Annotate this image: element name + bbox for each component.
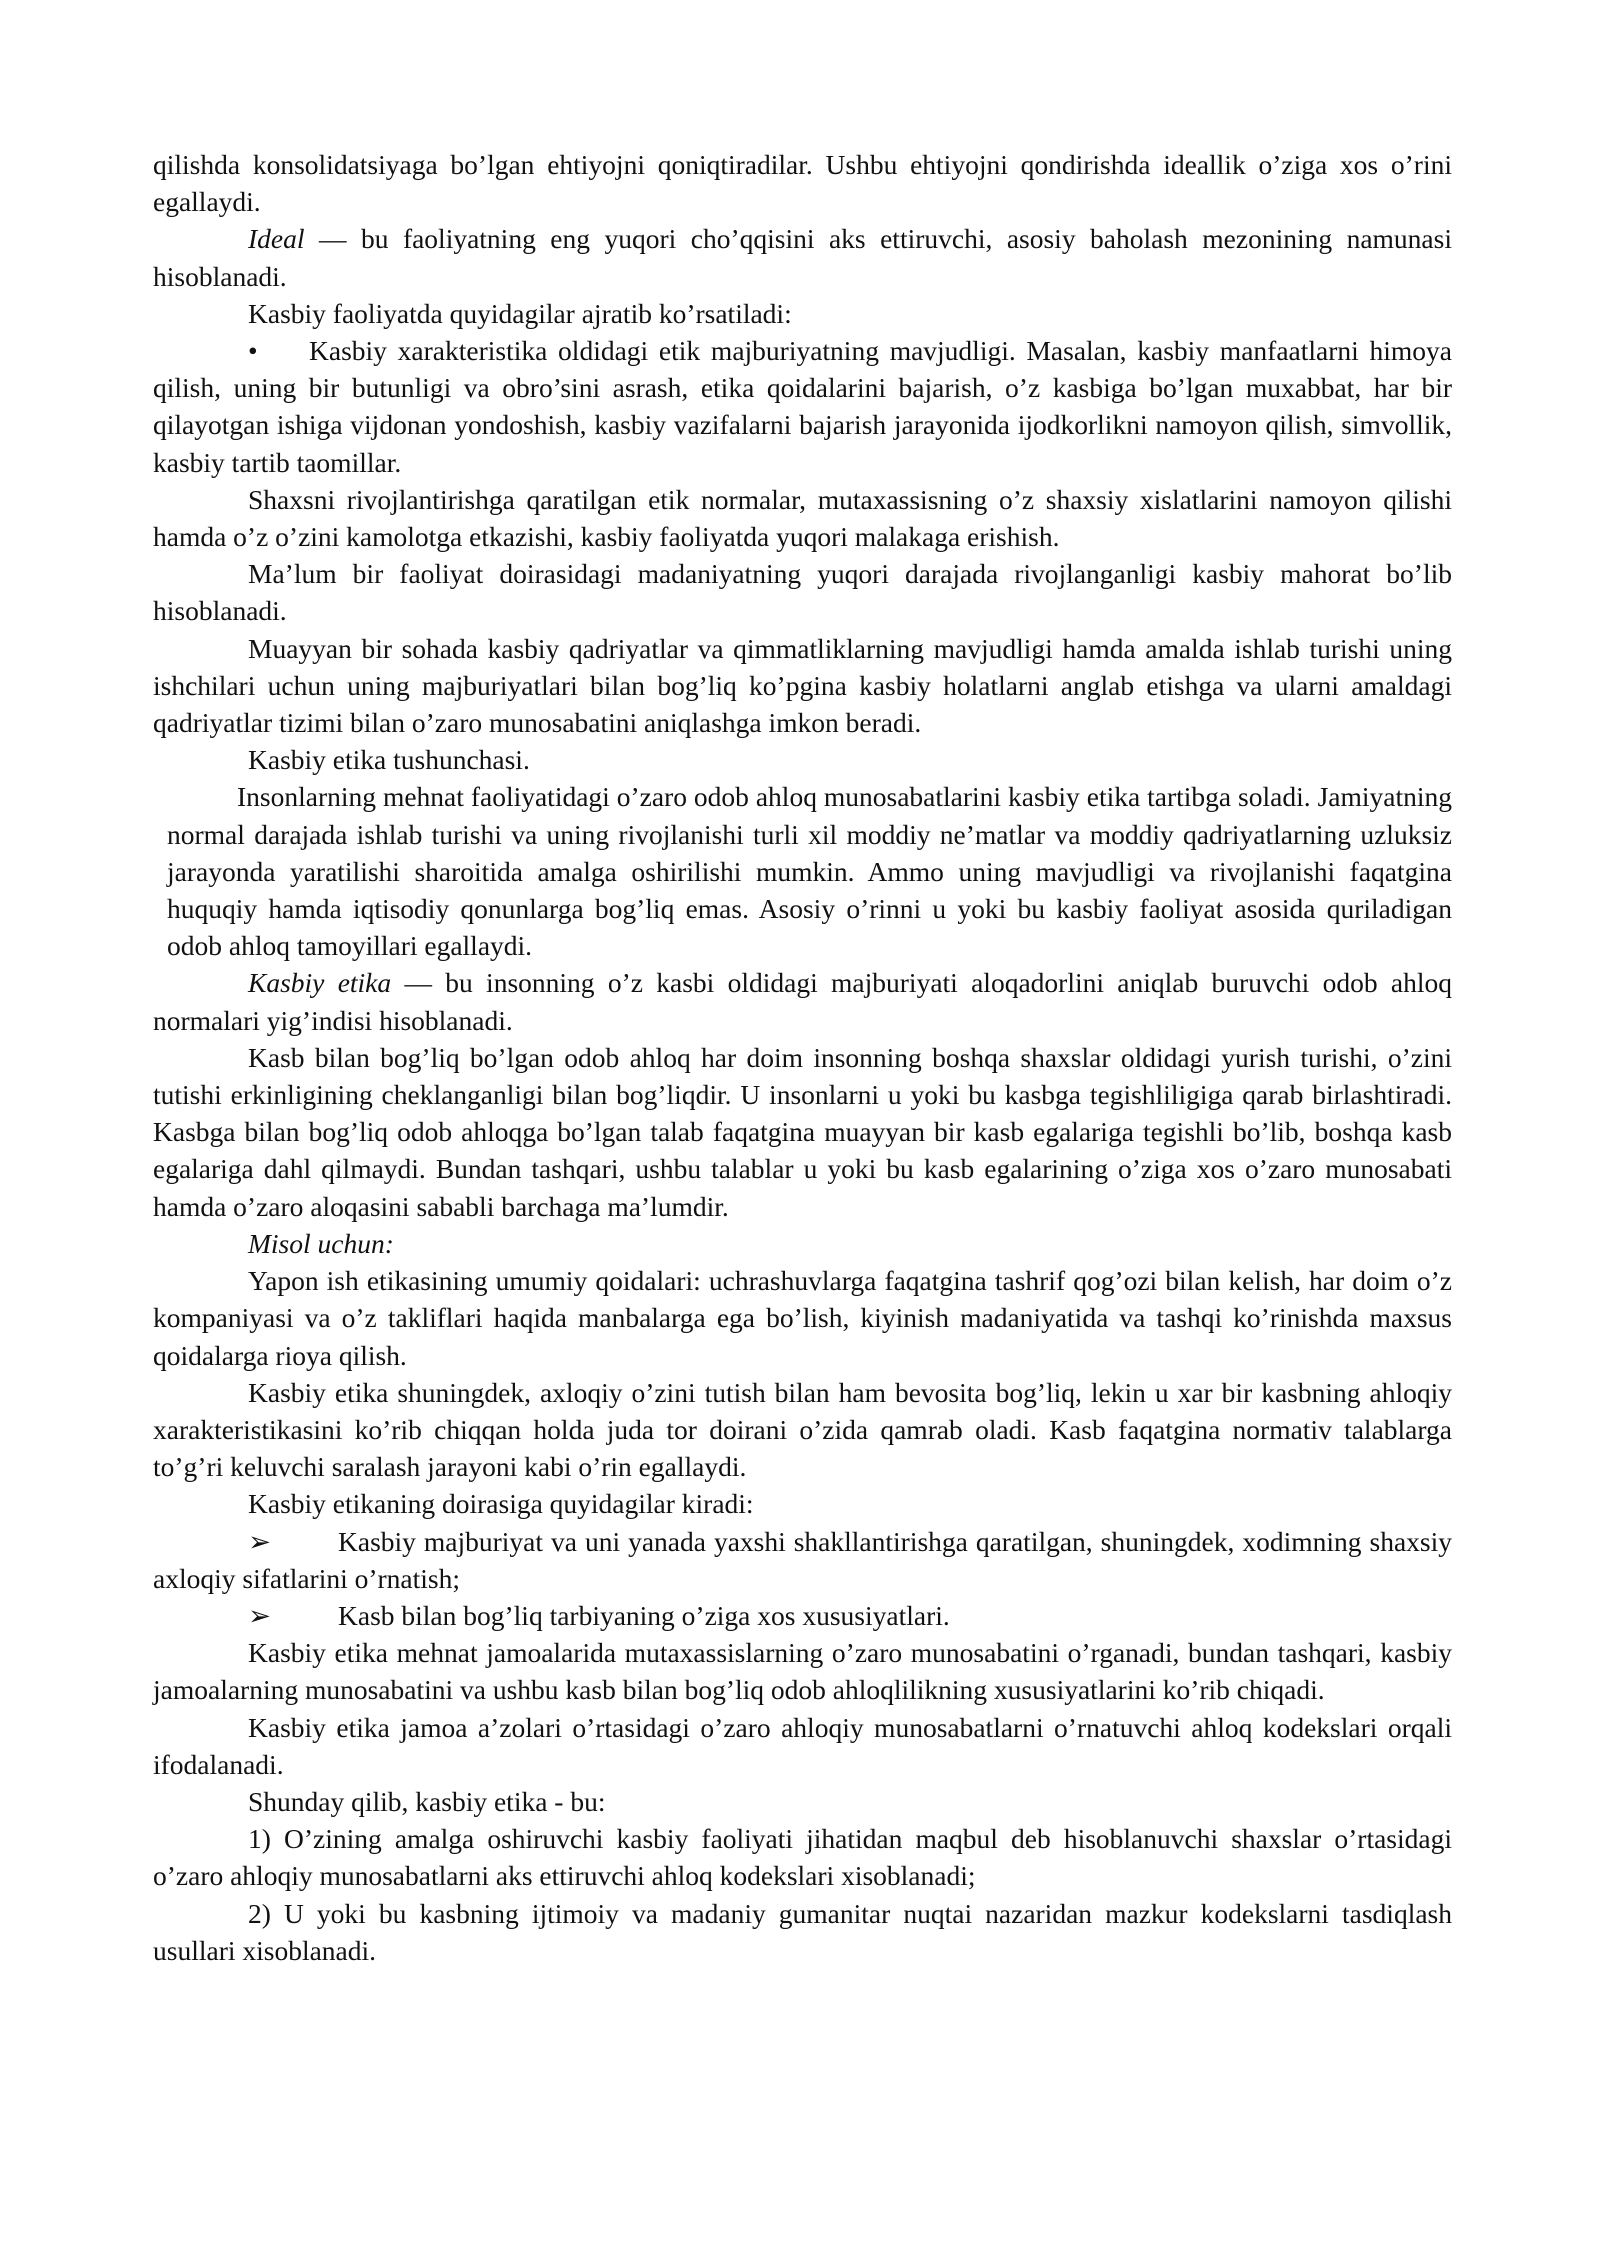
paragraph-10: Kasb bilan bog’liq bo’lgan odob ahloq har doim insonning boshqa shaxslar oldidagi yurish turishi, o’zini tutishi erkinligining cheklanganligi bilan bog’liqdir. U insonlarni u yoki bu kasbga tegishliligiga qarab birlashtiradi. Kasbga bilan bog’liq odob ahloqga bo’lgan talab faqatgina muayyan bir kasb egalariga tegishli bo’lib, boshqa kasb egalariga dahl qilmaydi. Bundan tashqari, ushbu talablar u yoki bu kasb egalarining o’ziga xos o’zaro munosabati hamda o’zaro aloqasini sababli barchaga ma’lumdir. [153,1041,1452,1222]
paragraph-14: Kasbiy etikaning doirasiga quyidagilar kiradi: [248,1488,754,1520]
arrow-item-text: Kasbiy majburiyat va uni yanada yaxshi shakllantirishga qaratilgan, shuningdek, xodimning shaxsiy axloqiy sifatlarini o’rnatish; [153,1525,1452,1594]
arrow-item-2 [153,1597,1452,1634]
arrow-item-text: Kasb bilan bog’liq tarbiyaning o’ziga xos xususiyatlari. [338,1599,950,1631]
example-label: Misol uchun: [248,1227,394,1259]
paragraph-3: Kasbiy faoliyatda quyidagilar ajratib ko’rsatiladi: [248,297,792,329]
arrow-item-1 [153,1523,1452,1597]
bullet-item-text: Kasbiy xarakteristika oldidagi etik majburiyatning mavjudligi. Masalan, kasbiy manfaatlarni himoya qilish, uning bir butunligi va obro’sini asrash, etika qoidalarini bajarish, o’z kasbiga bo’lgan muxabbat, har bir qilayotgan ishiga vijdonan yondoshish, kasbiy vazifalarni bajarish jarayonida ijodkorlikni namoyon qilish, simvollik, kasbiy tartib taomillar. [153,335,1452,478]
paragraph-8: Insonlarning mehnat faoliyatidagi o’zaro odob ahloq munosabatlarini kasbiy etika tartibga soladi. Jamiyatning normal darajada ishlab turishi va uning rivojlanishi turli xil moddiy ne’matlar va moddiy qadriyatlarning uzluksiz jarayonda yaratilishi sharoitida amalga oshirilishi mumkin. Ammo uning mavjudligi va rivojlanishi faqatgina huquqiy hamda iqtisodiy qonunlarga bog’liq emas. Asosiy o’rinni u yoki bu kasbiy faoliyat asosida quriladigan odob ahloq tamoyillari egallaydi. [167,781,1452,962]
paragraph-6: Muayyan bir sohada kasbiy qadriyatlar va qimmatliklarning mavjudligi hamda amalda ishlab turishi uning ishchilari uchun uning majburiyatlari bilan bog’liq ko’pgina kasbiy holatlarni anglab etishga va ularni amaldagi qadriyatlar tizimi bilan o’zaro munosabatini aniqlashga imkon beradi. [153,632,1452,739]
numbered-item-2: 2) U yoki bu kasbning ijtimoiy va madaniy gumanitar nuqtai nazaridan mazkur kodekslarni tasdiqlash usullari xisoblanadi. [153,1897,1452,1966]
paragraph-16: Kasbiy etika jamoa a’zolari o’rtasidagi o’zaro ahloqiy munosabatlarni o’rnatuvchi ahloq kodekslari orqali ifodalanadi. [153,1711,1452,1780]
paragraph-ideal-definition [153,220,1452,294]
term-kasbiy-etika: Kasbiy etika [248,967,392,999]
paragraph-13: Kasbiy etika shuningdek, axloqiy o’zini tutish bilan ham bevosita bog’liq, lekin u xar bir kasbning ahloqiy xarakteristikasini ko’rib chiqqan holda juda tor doirani o’zida qamrab oladi. Kasb faqatgina normativ talablarga to’g’ri keluvchi saralash jarayoni kabi o’rin egallaydi. [153,1376,1452,1483]
indented-block [167,778,1452,964]
arrow-bullet-icon: ➢ [248,1599,272,1631]
bullet-icon: • [248,335,258,367]
term-ideal: Ideal [248,223,305,255]
paragraph-17: Shunday qilib, kasbiy etika - bu: [248,1785,606,1817]
paragraph-15: Kasbiy etika mehnat jamoalarida mutaxassislarning o’zaro munosabatini o’rganadi, bundan tashqari, kasbiy jamoalarning munosabatini va ushbu kasb bilan bog’liq odob ahloqlilikning xususiyatlarini ko’rib chiqadi. [153,1637,1452,1706]
paragraph-4: Shaxsni rivojlantirishga qaratilgan etik normalar, mutaxassisning o’z shaxsiy xislatlarini namoyon qilishi hamda o’z o’zini kamolotga etkazishi, kasbiy faoliyatda yuqori malakaga erishish. [153,483,1452,553]
bullet-item-1 [153,332,1452,481]
arrow-bullet-icon: ➢ [248,1525,272,1557]
document-page [153,146,1452,1969]
ideal-definition-text: — bu faoliyatning eng yuqori cho’qqisini aks ettiruvchi, asosiy baholash mezonining namunasi hisoblanadi. [153,223,1452,292]
numbered-item-1: 1) O’zining amalga oshiruvchi kasbiy faoliyati jihatidan maqbul deb hisoblanuvchi shaxslar o’rtasidagi o’zaro ahloqiy munosabatlarni aks ettiruvchi ahloq kodekslari xisoblanadi; [153,1823,1452,1892]
paragraph-5: Ma’lum bir faoliyat doirasidagi madaniyatning yuqori darajada rivojlanganligi kasbiy mahorat bo’lib hisoblanadi. [153,558,1452,627]
section-heading-kasbiy-etika: Kasbiy etika tushunchasi. [248,744,530,776]
kasbiy-etika-definition-text: — bu insonning o’z kasbi oldidagi majburiyati aloqadorlini aniqlab buruvchi odob ahloq normalari yig’indisi hisoblanadi. [153,967,1452,1036]
paragraph-1: qilishda konsolidatsiyaga bo’lgan ehtiyojni qoniqtiradilar. Ushbu ehtiyojni qondirishda ideallik o’ziga xos o’rini egallaydi. [153,149,1452,218]
paragraph-12: Yapon ish etikasining umumiy qoidalari: uchrashuvlarga faqatgina tashrif qog’ozi bilan kelish, har doim o’z kompaniyasi va o’z takliflari haqida manbalarga ega bo’lish, kiyinish madaniyatida va tashqi ko’rinishda maxsus qoidalarga rioya qilish. [153,1265,1452,1371]
paragraph-kasbiy-etika-definition [153,964,1452,1038]
